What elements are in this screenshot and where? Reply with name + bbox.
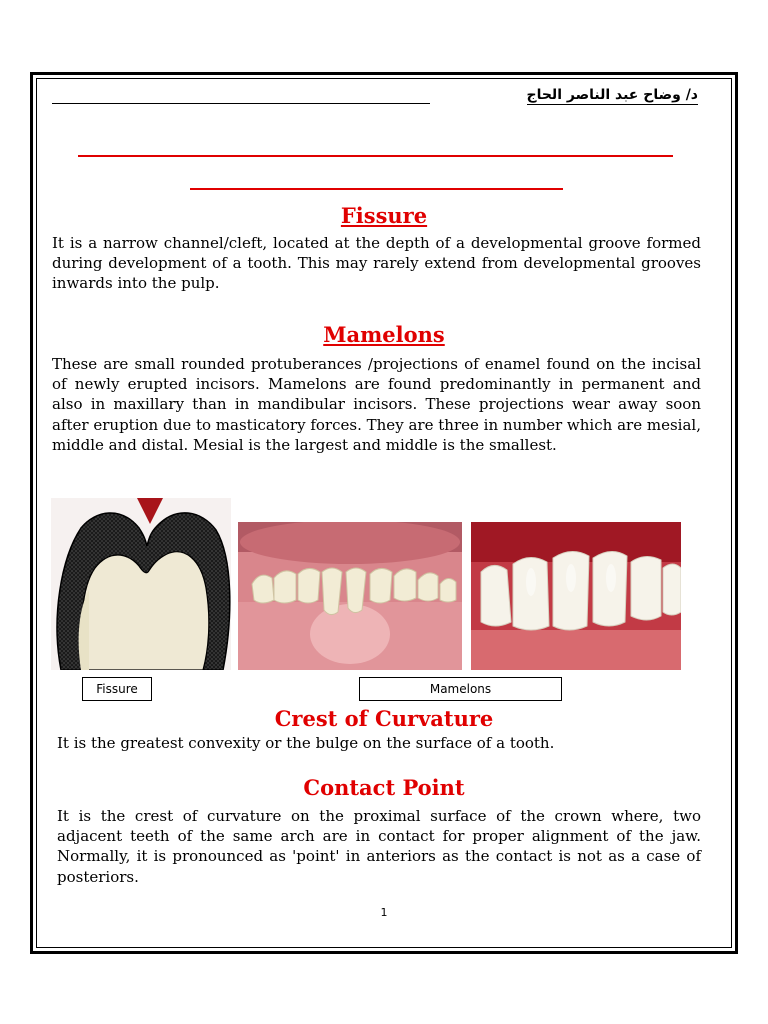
red-rule-top: [78, 155, 673, 157]
heading-crest-of-curvature: Crest of Curvature: [274, 706, 494, 731]
author-name: د/ وضاح عبد الناصر الحاج: [526, 87, 698, 103]
heading-contact-point: Contact Point: [303, 775, 465, 800]
page-number: 1: [380, 906, 388, 919]
mamelons-photo-lower: [238, 522, 462, 670]
paragraph-fissure: It is a narrow channel/cleft, located at the depth of a developmental groove formed during development of a tooth. This may rarely extend from developmental grooves inwards into the pulp.: [52, 234, 701, 293]
caption-mamelons: Mamelons: [359, 677, 562, 701]
heading-mamelons: Mamelons: [323, 322, 445, 347]
paragraph-mamelons: These are small rounded protuberances /projections of enamel found on the incisal of newly erupted incisors. Mamelons are found predominantly in permanent and also in maxillary than in mandibular incisors. These projections wear away soon after eruption due to masticatory forces. They are three in number which are mesial, middle and distal. Mesial is the largest and middle is the smallest.: [52, 355, 701, 454]
fissure-diagram-image: [51, 498, 231, 670]
mamelons-photo-closeup: [471, 522, 681, 670]
paragraph-contact-point: It is the crest of curvature on the proximal surface of the crown where, two adjacent teeth of the same arch are in contact for proper alignment of the jaw. Normally, it is pronounced as 'point' in anteriors as the contact is not as a case of posteriors.: [57, 807, 701, 886]
red-rule-bottom: [190, 188, 563, 190]
heading-fissure: Fissure: [340, 203, 428, 228]
caption-fissure: Fissure: [82, 677, 152, 701]
paragraph-crest-of-curvature: It is the greatest convexity or the bulge on the surface of a tooth.: [57, 734, 555, 752]
header-rule: [52, 103, 430, 104]
